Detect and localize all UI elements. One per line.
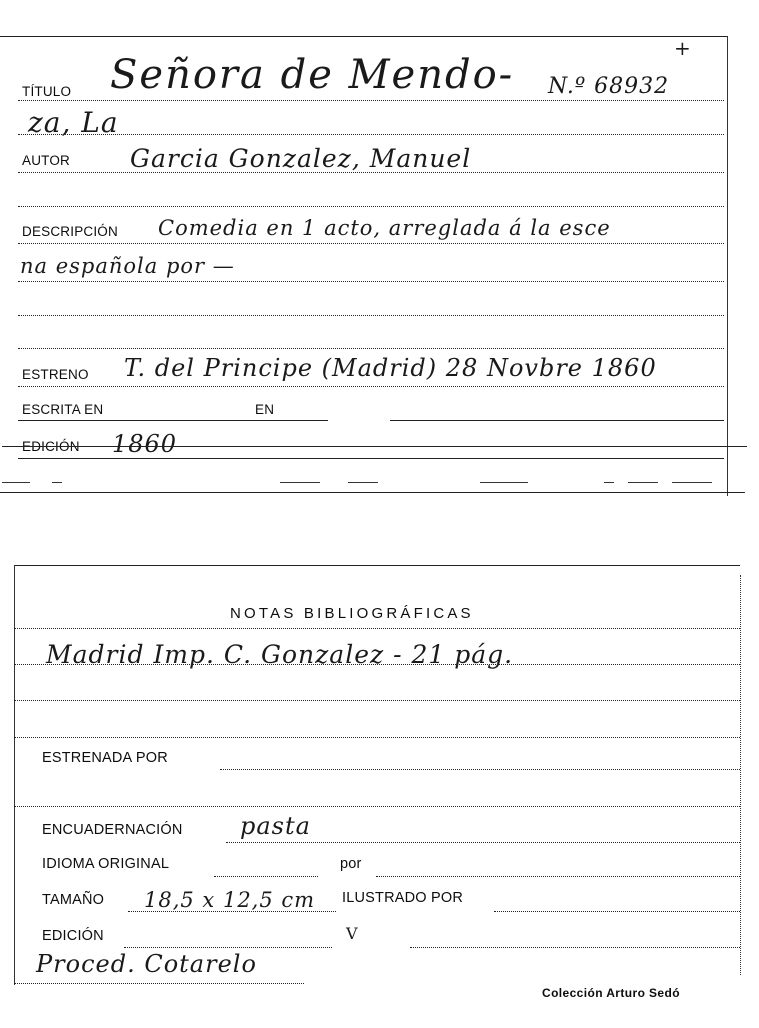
edicion-label-top: EDICIÓN (22, 439, 80, 454)
ilustrado-label: ILUSTRADO POR (342, 890, 464, 906)
tamano-label: TAMAÑO (42, 892, 105, 908)
autor-label: AUTOR (22, 153, 71, 168)
coleccion-footer: Colección Arturo Sedó (542, 986, 680, 1000)
escrita-en-label: ESCRITA EN (22, 402, 104, 417)
handwritten-proced: Proced. Cotarelo (36, 950, 257, 978)
estrenada-por-label: ESTRENADA POR (42, 750, 168, 766)
handwritten-title-continued: za, La (28, 106, 119, 139)
handwritten-title: Señora de Mendo- (110, 52, 515, 98)
descripcion-label: DESCRIPCIÓN (22, 224, 118, 239)
idioma-label: IDIOMA ORIGINAL (42, 856, 170, 872)
notas-heading: NOTAS BIBLIOGRÁFICAS (230, 605, 474, 622)
handwritten-description-1: Comedia en 1 acto, arreglada á la esce (158, 216, 611, 240)
handwritten-author: Garcia Gonzalez, Manuel (130, 144, 472, 173)
estreno-label: ESTRENO (22, 367, 89, 382)
handwritten-edicion: 1860 (112, 430, 178, 458)
handwritten-number: N.º 68932 (548, 74, 670, 99)
handwritten-notas: Madrid Imp. C. Gonzalez - 21 pág. (46, 640, 514, 669)
plus-mark: + (674, 36, 692, 60)
handwritten-tamano: 18,5 x 12,5 cm (144, 888, 316, 912)
handwritten-estreno: T. del Principe (Madrid) 28 Novbre 1860 (124, 354, 657, 382)
handwritten-encuadernacion: pasta (240, 812, 311, 840)
por-label: por (340, 856, 362, 872)
encuadernacion-label: ENCUADERNACIÓN (42, 822, 183, 838)
edicion-label-bottom: EDICIÓN (42, 928, 104, 944)
handwritten-edicion-mark: V (346, 924, 359, 943)
en-label: EN (255, 402, 275, 417)
titulo-label: TÍTULO (22, 84, 72, 99)
handwritten-description-2: na española por — (20, 254, 235, 278)
